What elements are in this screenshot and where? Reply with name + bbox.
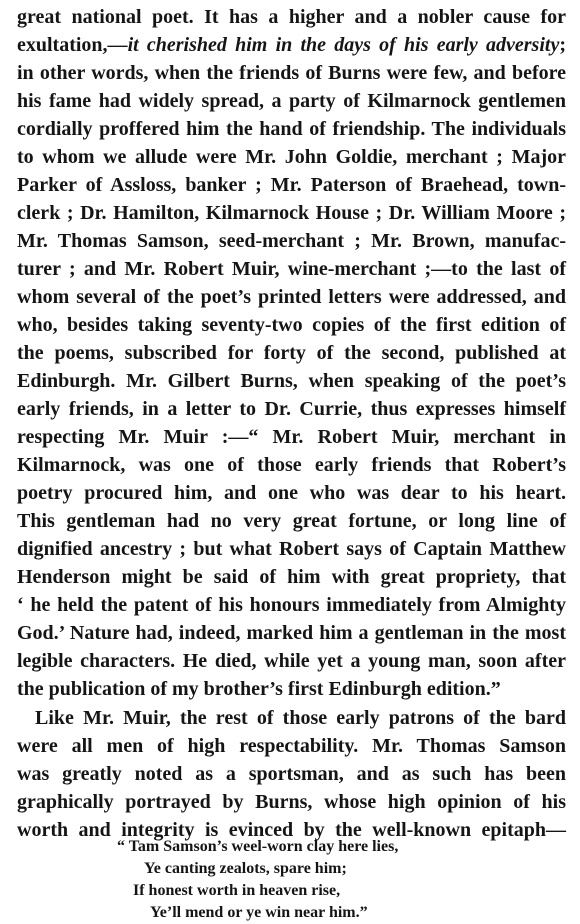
text-line: legible characters. He died, while yet a young man, soon after: [17, 650, 566, 672]
text-line: poetry procured him, and one who was dear to his heart.: [17, 482, 566, 504]
text-line: clerk ; Dr. Hamilton, Kilmarnock House ; Dr. William Moore ;: [17, 202, 566, 224]
text-line: great national poet. It has a higher and a nobler cause for: [17, 6, 566, 28]
text-line: were all men of high respectability. Mr. Thomas Samson: [17, 735, 566, 757]
text-line: ‘ he held the patent of his honours immediately from Almighty: [17, 594, 566, 616]
text-line: God.’ Nature had, indeed, marked him a gentleman in the most: [17, 622, 566, 644]
verse-line: If honest worth in heaven rise,: [133, 882, 341, 899]
text-line: exultation,—it cherished him in the days of his early adversity;: [17, 34, 566, 56]
text-line: graphically portrayed by Burns, whose high opinion of his: [17, 791, 566, 813]
text-line: worth and integrity is evinced by the well-known epitaph—: [17, 819, 566, 841]
verse-line: “ Tam Samson’s weel-worn clay here lies,: [117, 838, 399, 855]
text-line: was greatly noted as a sportsman, and as such has been: [17, 763, 566, 785]
text-line: This gentleman had no very great fortune, or long line of: [17, 510, 566, 532]
text-line: his fame had widely spread, a party of Kilmarnock gentlemen: [17, 90, 566, 112]
text-line: Edinburgh. Mr. Gilbert Burns, when speaking of the poet’s: [17, 370, 566, 392]
epitaph-verse: [117, 836, 398, 924]
text-line: the publication of my brother’s first Edinburgh edition.”: [17, 678, 501, 700]
text-line: turer ; and Mr. Robert Muir, wine-merchant ;—to the last of: [17, 258, 566, 280]
text-line: in other words, when the friends of Burns were few, and before: [17, 62, 566, 84]
text-line: whom several of the poet’s printed letters were addressed, and: [17, 286, 566, 308]
text-line: to whom we allude were Mr. John Goldie, merchant ; Major: [17, 146, 566, 168]
text-line: Mr. Thomas Samson, seed-merchant ; Mr. Brown, manufac-: [17, 230, 566, 252]
text-line: respecting Mr. Muir :—“ Mr. Robert Muir, merchant in: [17, 426, 566, 448]
italic-emphasis: it cherished him in the days of his early adversity: [127, 34, 560, 56]
verse-line: Ye canting zealots, spare him;: [144, 860, 347, 877]
text-line: dignified ancestry ; but what Robert says of Captain Matthew: [17, 538, 566, 560]
verse-line: Ye’ll mend or ye win near him.”: [150, 904, 368, 921]
text-line: Henderson might be said of him with great propriety, that: [17, 566, 566, 588]
text-line: Like Mr. Muir, the rest of those early patrons of the bard: [35, 707, 566, 729]
text-line: Parker of Assloss, banker ; Mr. Paterson of Braehead, town-: [17, 174, 566, 196]
text-line: the poems, subscribed for forty of the second, published at: [17, 342, 566, 364]
text-line: Kilmarnock, was one of those early friends that Robert’s: [17, 454, 566, 476]
text-line: cordially proffered him the hand of friendship. The individuals: [17, 118, 566, 140]
text-line: who, besides taking seventy-two copies of the first edition of: [17, 314, 566, 336]
text-line: early friends, in a letter to Dr. Currie, thus expresses himself: [17, 398, 566, 420]
